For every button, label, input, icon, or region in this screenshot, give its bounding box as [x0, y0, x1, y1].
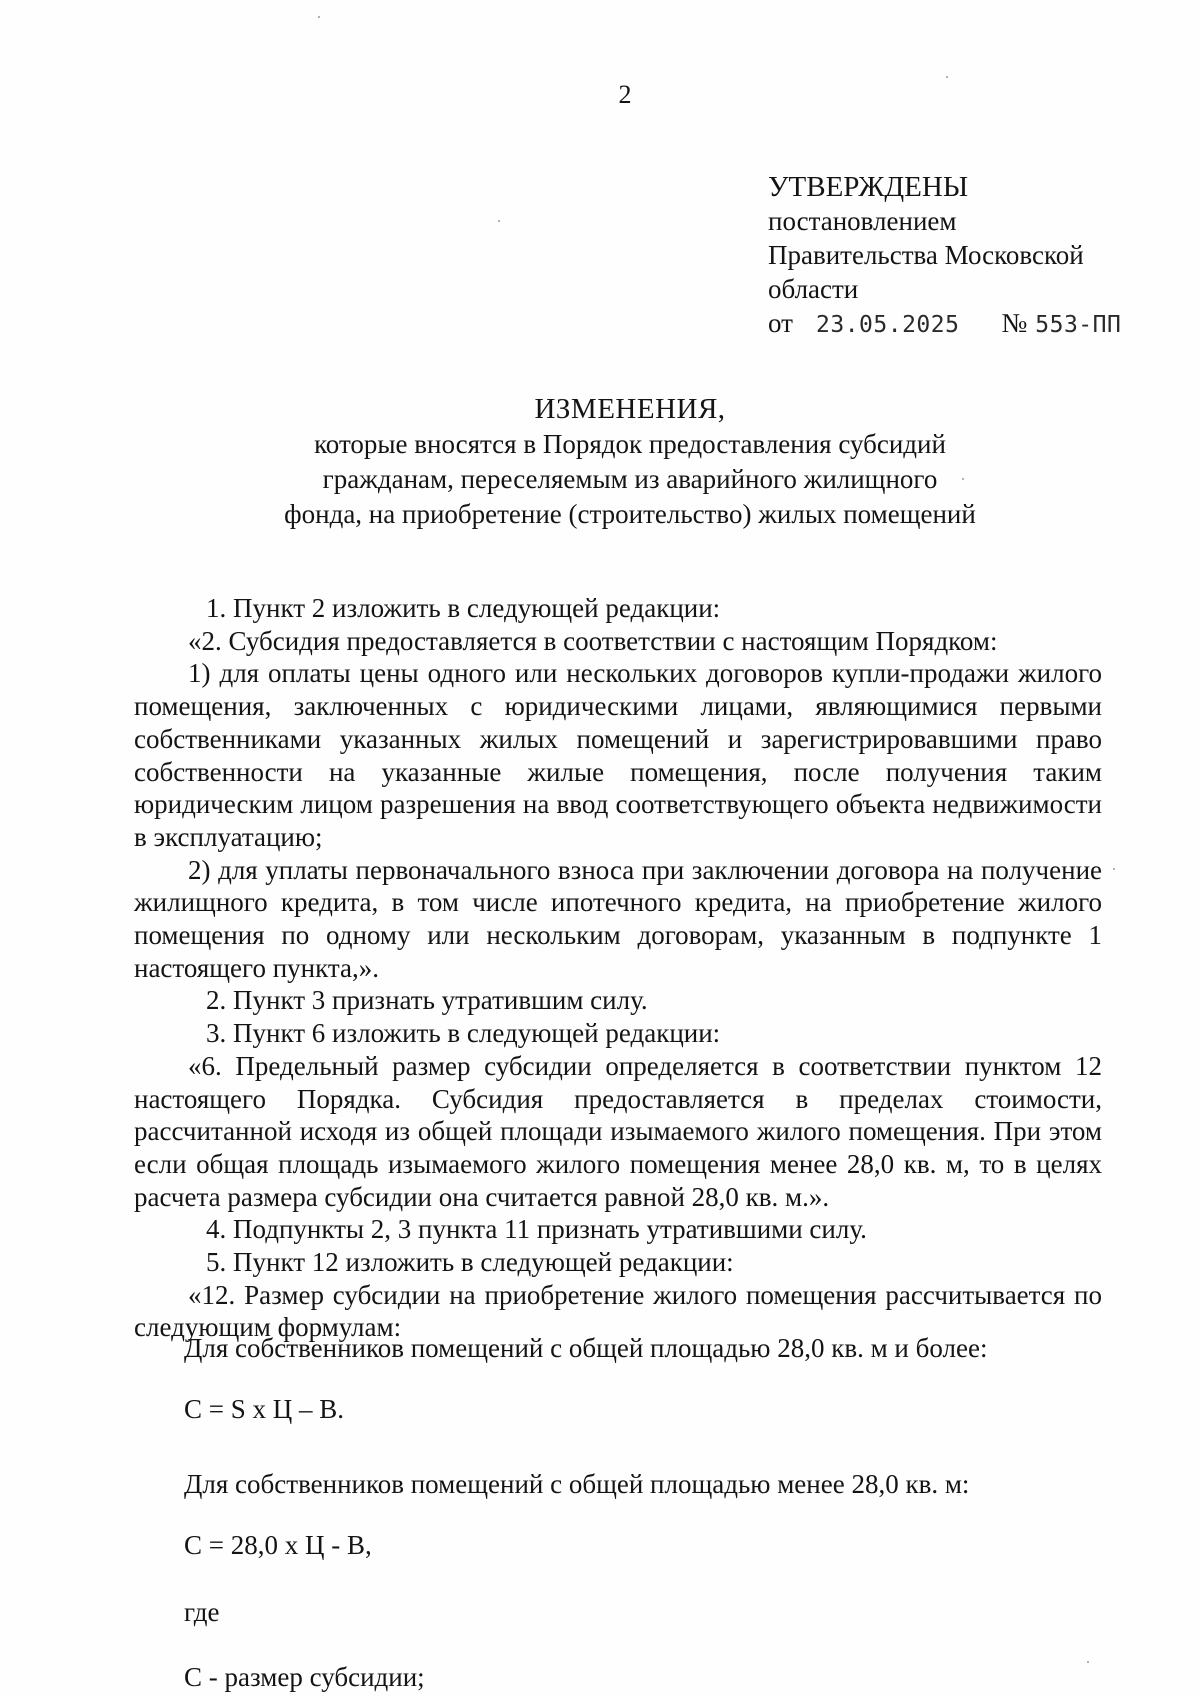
formula: С = 28,0 x Ц - В,	[184, 1530, 372, 1560]
resolution-number: 553-ПП	[1035, 312, 1122, 338]
scan-speck	[962, 478, 964, 480]
approval-stamp	[768, 170, 1168, 342]
document-body	[134, 592, 1102, 1344]
body-paragraph: «6. Предельный размер субсидии определяется в соответствии пунктом 12 настоящего Порядка. Субсидия предоставляется в пределах стоимости, рассчитанной исходя из общей площади изымаемого жилого помещения. При этом если общая площадь изымаемого жилого помещения менее 28,0 кв. м, то в целях расчета размера субсидии она считается равной 28,0 кв. м.».	[134, 1050, 1102, 1212]
body-paragraph: 4. Подпункты 2, 3 пункта 11 признать утратившими силу.	[206, 1214, 867, 1245]
date-prefix: от	[768, 308, 793, 338]
scan-speck	[1087, 1661, 1089, 1663]
body-paragraph: 5. Пункт 12 изложить в следующей редакции:	[206, 1247, 734, 1278]
formula: С = S x Ц – В.	[184, 1394, 345, 1424]
document-subtitle-line: фонда, на приобретение (строительство) жилых помещений	[284, 499, 976, 529]
document-title-block	[130, 392, 1130, 532]
body-paragraph: 1) для оплаты цены одного или нескольких договоров купли-продажи жилого помещения, заключенных с юридическими лицами, являющимися первыми собственниками указанных жилых помещений и зарегистрировавшими право собственности на указанные жилые помещения, после получения таким юридическим лицом разрешения на ввод соответствующего объекта недвижимости в эксплуатацию;	[134, 658, 1102, 852]
page-number: 2	[618, 80, 632, 109]
approval-line: Правительства Московской	[768, 240, 1084, 270]
body-paragraph: 1. Пункт 2 изложить в следующей редакции:	[206, 593, 721, 623]
document-title: ИЗМЕНЕНИЯ,	[534, 393, 726, 425]
body-paragraph: 2. Пункт 3 признать утратившим силу.	[206, 985, 648, 1016]
body-paragraph: 3. Пункт 6 изложить в следующей редакции:	[206, 1018, 721, 1049]
body-paragraph: «2. Субсидия предоставляется в соответствии с настоящим Порядком:	[188, 625, 998, 656]
approval-line: постановлением	[768, 206, 957, 236]
document-subtitle-line: которые вносятся в Порядок предоставления субсидий	[314, 429, 946, 459]
formula-case-label: Для собственников помещений с общей площадью менее 28,0 кв. м:	[184, 1469, 970, 1499]
body-paragraph: «12. Размер субсидии на приобретение жилого помещения рассчитывается по следующим формулам:	[134, 1279, 1102, 1343]
approval-date: 23.05.2025	[816, 312, 960, 338]
scan-speck	[946, 76, 948, 78]
formula-definition: С - размер субсидии;	[184, 1662, 425, 1692]
approval-heading: УТВЕРЖДЕНЫ	[768, 171, 969, 203]
formula-case-label: Для собственников помещений с общей площадью 28,0 кв. м и более:	[184, 1333, 988, 1363]
body-paragraph: 2) для уплаты первоначального взноса при заключении договора на получение жилищного кредита, в том числе ипотечного кредита, на приобретение жилого помещения по одному или нескольким договорам, указанным в подпункте 1 настоящего пункта,».	[134, 854, 1102, 983]
scan-speck	[1113, 868, 1115, 870]
approval-date-line	[768, 306, 1168, 342]
number-sign: №	[1001, 308, 1028, 338]
scan-speck	[318, 16, 320, 18]
formula-where: где	[184, 1597, 220, 1627]
document-subtitle-line: гражданам, переселяемым из аварийного жилищного	[322, 464, 938, 494]
approval-line: области	[768, 274, 859, 304]
scan-speck	[498, 220, 500, 222]
